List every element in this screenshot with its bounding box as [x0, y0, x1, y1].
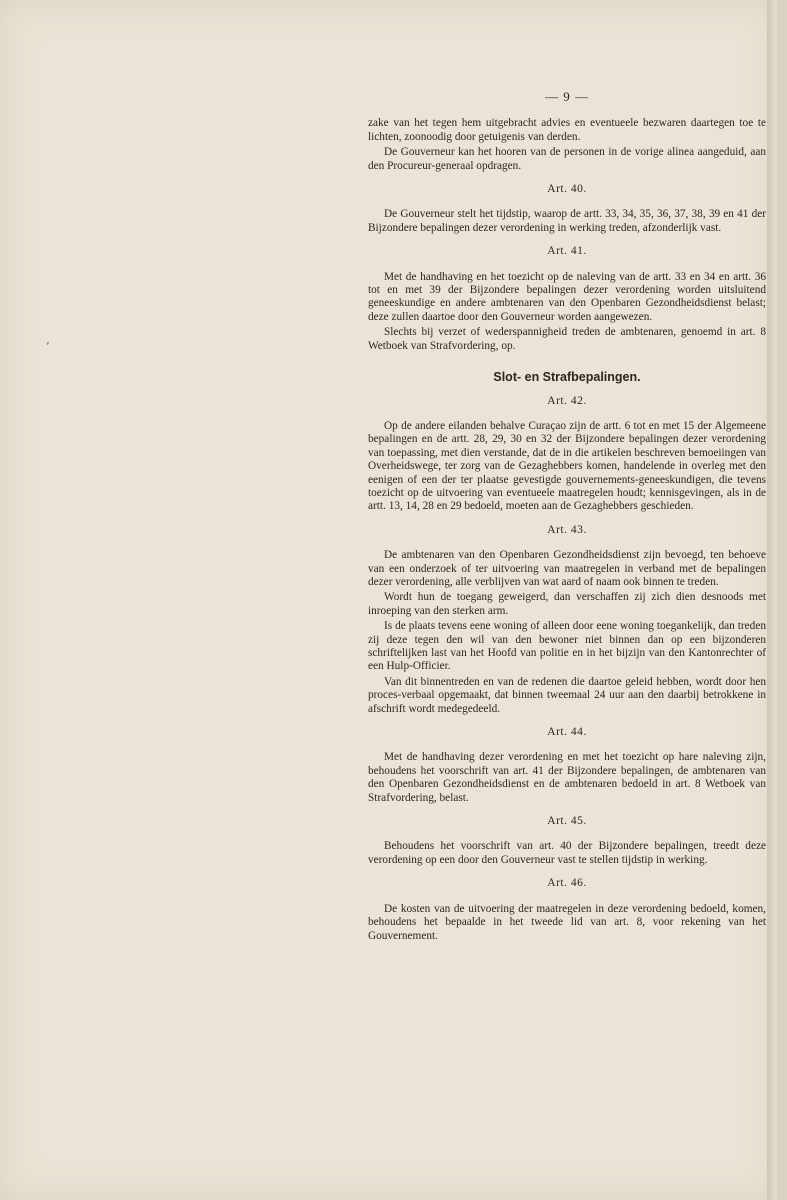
article-43-text: De ambtenaren van den Openbaren Gezondheidsdienst zijn bevoegd, ten behoeve van een onderzoek of ter uitvoering van maatregelen in verband met de bepalingen dezer verordening, alle verblijven van wat aard of naam ook binnen te treden.: [368, 549, 766, 588]
paragraph: zake van het tegen hem uitgebracht advies en eventueele bezwaren daartegen toe te lichten, zoonoodig door getuigenis van derden.: [368, 117, 766, 143]
section-heading: Slot- en Strafbepalingen.: [493, 370, 641, 385]
article-heading-45: Art. 45.: [547, 815, 587, 828]
article-43-text: Wordt hun de toegang geweigerd, dan verschaffen zij zich dien desnoods met inroeping van den sterken arm.: [368, 591, 766, 617]
article-43-text: Is de plaats tevens eene woning of alleen door eene woning toegankelijk, dan treden zij deze tegen den wil van den bewoner niet binnen dan op een bijzonderen schriftelijken last van het Hoofd van politie en in het bijzijn van den Kantonrechter of een Hulp-Officier.: [368, 620, 766, 673]
article-heading-44: Art. 44.: [547, 726, 587, 739]
article-heading-41: Art. 41.: [547, 245, 587, 258]
article-heading-46: Art. 46.: [547, 877, 587, 890]
text-column: [368, 90, 766, 945]
article-heading-42: Art. 42.: [547, 394, 587, 407]
paragraph: De Gouverneur kan het hooren van de personen in de vorige alinea aangeduid, aan den Procureur-generaal opdragen.: [368, 146, 766, 172]
article-45-text: Behoudens het voorschrift van art. 40 der Bijzondere bepalingen, treedt deze verordening op een door den Gouverneur vast te stellen tijdstip in werking.: [368, 840, 766, 866]
page-edge: [767, 0, 777, 1200]
article-46-text: De kosten van de uitvoering der maatregelen in deze verordening bedoeld, komen, behoudens het bepaalde in het tweede lid van art. 8, voor rekening van het Gouvernement.: [368, 902, 766, 942]
article-42-text: Op de andere eilanden behalve Curaçao zijn de artt. 6 tot en met 15 der Algemeene bepalingen en de artt. 28, 29, 30 en 32 der Bijzondere bepalingen dezer verordening van toepassing, met dien verstande, dat de in die artikelen beschreven bemoeiingen van Overheidswege, ter zorg van de Gezaghebbers komen, handelende in overleg met den eenigen of een der ter plaatse gevestigde gouvernements-geneeskundigen, die tevens toezicht op de uitvoering van eventueele maatregelen houdt; kennisgevingen, als in de artt. 13, 14, 28 en 29 bedoeld, moeten aan de Gezaghebbers geschieden.: [368, 419, 766, 513]
article-41-text: Slechts bij verzet of wederspannigheid treden de ambtenaren, genoemd in art. 8 Wetboek van Strafvordering, op.: [368, 326, 766, 352]
article-40-text: De Gouverneur stelt het tijdstip, waarop de artt. 33, 34, 35, 36, 37, 38, 39 en 41 der Bijzondere bepalingen dezer verordening in werking treden, afzonderlijk vast.: [368, 208, 766, 234]
article-heading-43: Art. 43.: [547, 523, 587, 536]
page-number: — 9 —: [545, 89, 589, 104]
article-44-text: Met de handhaving dezer verordening en met het toezicht op hare naleving zijn, behoudens het voorschrift van art. 41 der Bijzondere bepalingen, de ambtenaren van den Openbaren Gezondheidsdienst en de ambtenaren bedoeld in art. 8 Wetboek van Strafvordering, belast.: [368, 751, 766, 804]
article-heading-40: Art. 40.: [547, 183, 587, 196]
margin-mark: ’: [46, 340, 50, 353]
article-41-text: Met de handhaving en het toezicht op de naleving van de artt. 33 en 34 en artt. 36 tot en met 39 der Bijzondere bepalingen dezer verordening worden uitsluitend geneeskundige en andere ambtenaren van den Openbaren Gezondheidsdienst belast; deze zullen daartoe door den Gouverneur worden aangewezen.: [368, 270, 766, 323]
article-43-text: Van dit binnentreden en van de redenen die daartoe geleid hebben, wordt door hen proces-verbaal opgemaakt, dat binnen tweemaal 24 uur aan den daarbij betrokkene in afschrift wordt medegedeeld.: [368, 675, 766, 715]
bleed-through-text: [85, 85, 325, 217]
